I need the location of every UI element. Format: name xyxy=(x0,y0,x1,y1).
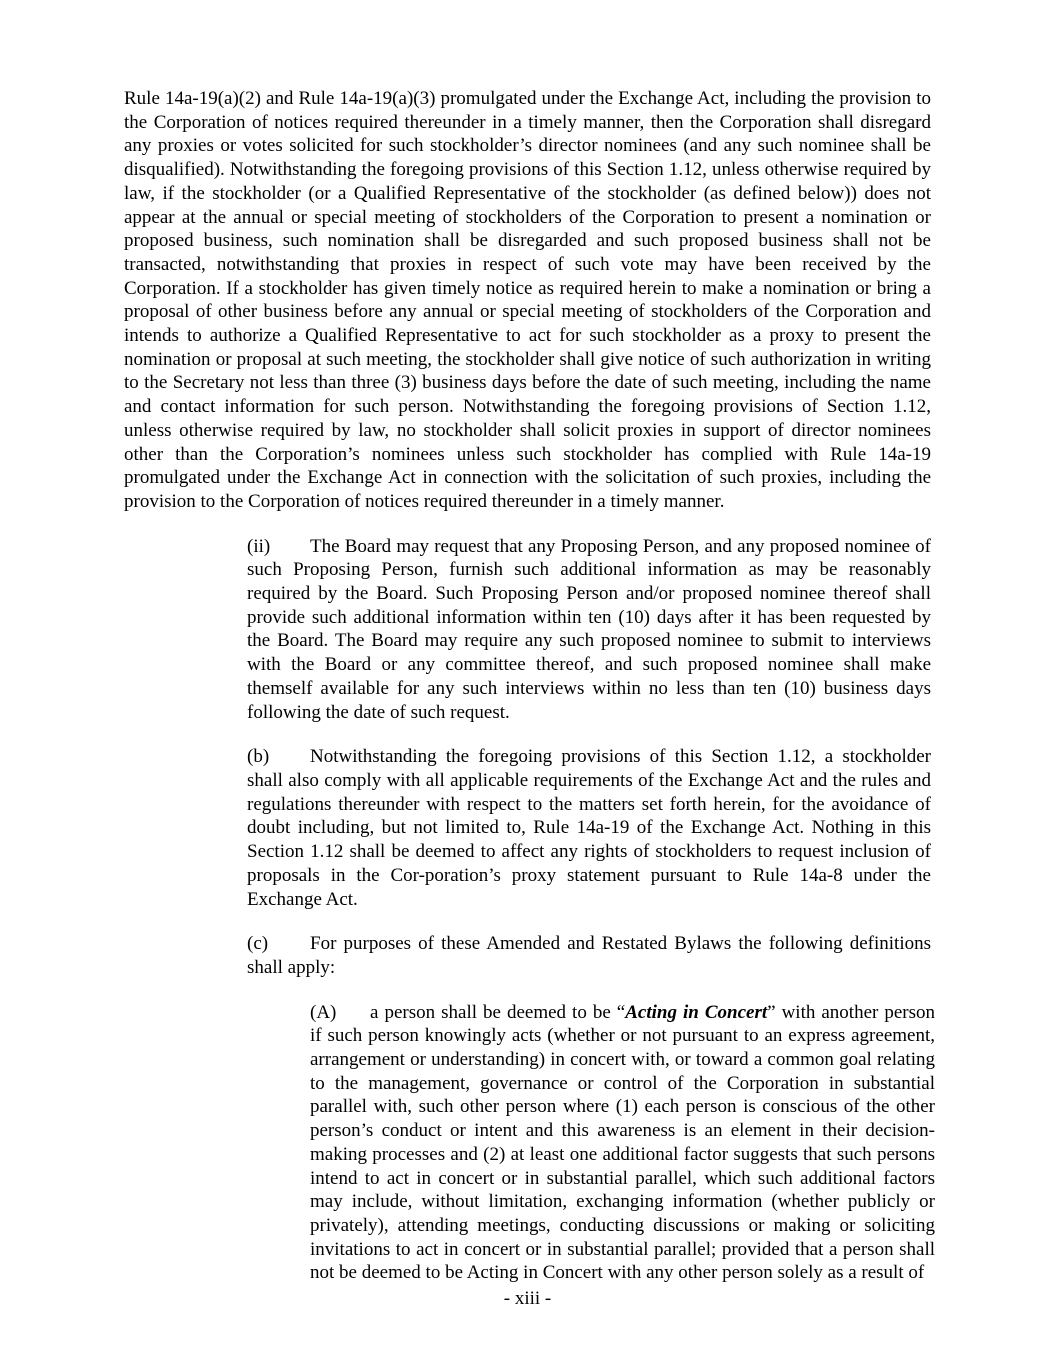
paragraph-c-label: (c) xyxy=(247,933,269,955)
defined-term: Acting in Concert xyxy=(625,1001,768,1023)
paragraph-A-label: (A) xyxy=(310,1001,337,1023)
paragraph-A xyxy=(247,1001,935,1285)
paragraph-ii-label: (ii) xyxy=(247,535,271,557)
document-page xyxy=(124,87,936,1285)
paragraph-c xyxy=(124,932,931,979)
paragraph-b xyxy=(124,745,931,911)
paragraph-ii-text: The Board may request that any Proposing Person, and any proposed nominee of such Proposing Person, furnish such additional information as may be reasonably required by the Board. Such Proposing Person and/or proposed nominee thereof shall provide such additional information within ten (10) days after it has been requested by the Board. The Board may require any such proposed nominee to submit to interviews with the Board or any committee thereof, and such proposed nominee shall make themself available for any such interviews within no less than ten (10) business days following the date of such request. xyxy=(247,535,931,723)
paragraph-c-text: For purposes of these Amended and Restated Bylaws the following definitions shall apply: xyxy=(247,933,931,978)
paragraph-continued: Rule 14a-19(a)(2) and Rule 14a-19(a)(3) promulgated under the Exchange Act, including the provision to the Corporation of notices required thereunder in a timely manner, then the Corporation shall disregard any proxies or votes solicited for such stockholder’s director nominees (and any such nominee shall be disqualified). Notwithstanding the foregoing provisions of this Section 1.12, unless otherwise required by law, if the stockholder (or a Qualified Representative of the stockholder (as defined below)) does not appear at the annual or special meeting of stockholders of the Corporation to present a nomination or proposed business, such nomination shall be disregarded and such proposed business shall not be transacted, notwithstanding that proxies in respect of such vote may have been received by the Corporation. If a stockholder has given timely notice as required herein to make a nomination or bring a proposal of other business before any annual or special meeting of stockholders of the Corporation and intends to authorize a Qualified Representative to act for such stockholder as a proxy to present the nomination or proposal at such meeting, the stockholder shall give notice of such authorization in writing to the Secretary not less than three (3) business days before the date of such meeting, including the name and contact information for such person. Notwithstanding the foregoing provisions of Section 1.12, unless otherwise required by law, no stockholder shall solicit proxies in support of director nominees other than the Corporation’s nominees unless such stockholder has complied with Rule 14a-19 promulgated under the Exchange Act in connection with the solicitation of such proxies, including the provision to the Corporation of notices required thereunder in a timely manner. xyxy=(124,88,931,512)
definition-block xyxy=(247,1001,935,1285)
paragraph-ii xyxy=(124,535,931,725)
paragraph-A-text-after: ” with another person if such person knowingly acts (whether or not pursuant to an express agreement, arrangement or understanding) in concert with, or toward a common goal relating to the management, governance or control of the Corporation in substantial parallel with, such other person where (1) each person is conscious of the other person’s conduct or intent and this awareness is an element in their decision-making processes and (2) at least one additional factor suggests that such persons intend to act in concert or in substantial parallel, which such additional factors may include, without limitation, exchanging information (whether publicly or privately), attending meetings, conducting discussions or making or soliciting invitations to act in concert or in substantial parallel; provided that a person shall not be deemed to be Acting in Concert with any other person solely as a result of xyxy=(310,1001,936,1284)
page-number: - xiii - xyxy=(503,1288,552,1309)
paragraph-b-label: (b) xyxy=(247,746,270,768)
paragraph-b-text: Notwithstanding the foregoing provisions of this Section 1.12, a stockholder shall also comply with all applicable requirements of the Exchange Act and the rules and regulations thereunder with respect to the matters set forth herein, for the avoidance of doubt including, but not limited to, Rule 14a-19 of the Exchange Act. Nothing in this Section 1.12 shall be deemed to affect any rights of stockholders to request inclusion of proposals in the Cor-poration’s proxy statement pursuant to Rule 14a-8 under the Exchange Act. xyxy=(247,746,931,910)
paragraph-A-text-before: a person shall be deemed to be “ xyxy=(370,1001,626,1023)
